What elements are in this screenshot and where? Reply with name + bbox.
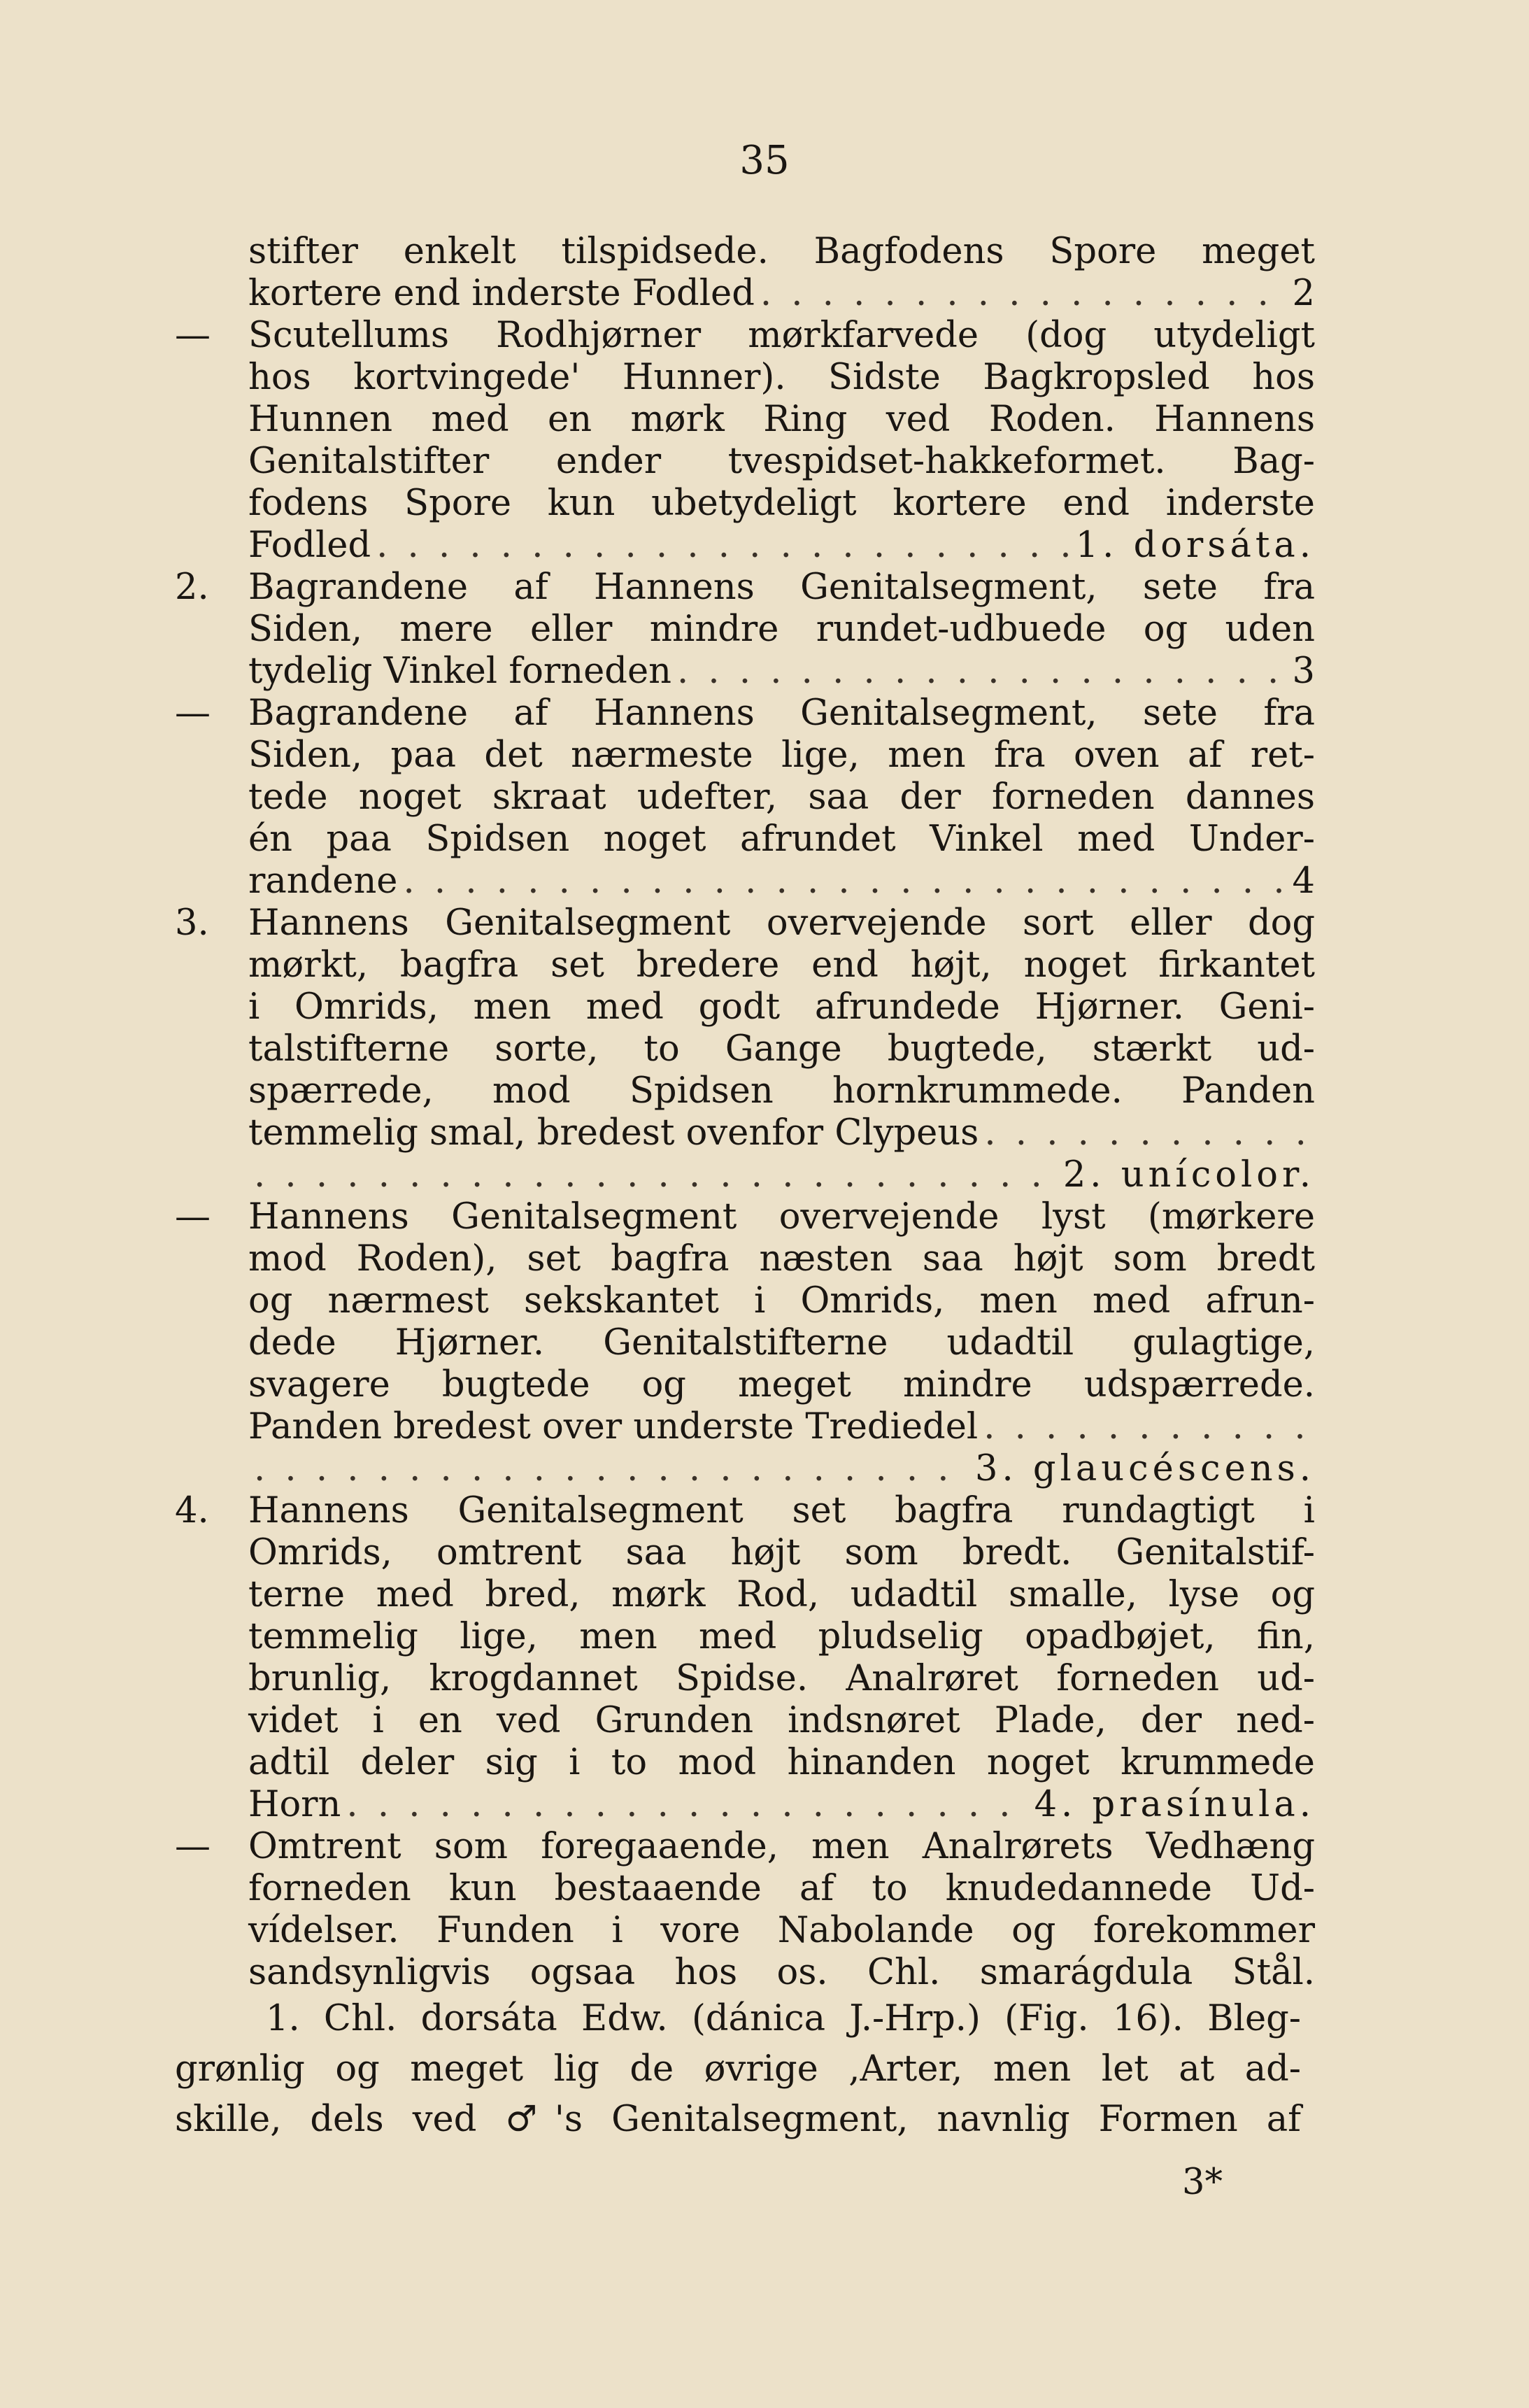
text-line: Bagrandene af Hannens Genitalsegment, sete fra (248, 567, 1315, 608)
leader-text: tydelig Vinkel forneden (248, 651, 671, 692)
text-line: brunlig, krogdannet Spidse. Analrøret forneden ud- (248, 1658, 1315, 1699)
leader-target: 4 (1292, 860, 1315, 902)
leader-text: kortere end inderste Fodled (248, 273, 755, 314)
leader-line (248, 273, 1315, 315)
text-line: sandsynligvis ogsaa hos os. Chl. smarágdula Stål. (248, 1952, 1315, 1993)
text-line: terne med bred, mørk Rod, udadtil smalle, lyse og (248, 1574, 1315, 1615)
text-line: vídelser. Funden i vore Nabolande og forekommer (248, 1910, 1315, 1951)
key-entry-text (248, 567, 1315, 693)
text-line: Siden, paa det nærmeste lige, men fra oven af ret- (248, 735, 1315, 776)
key-entry (175, 1826, 1315, 1994)
text-line: forneden kun bestaaende af to knudedannede Ud- (248, 1868, 1315, 1909)
key-entry (175, 693, 1315, 902)
key-entry-label: 3. (175, 902, 209, 944)
key-entry (175, 1490, 1315, 1826)
text-line: Hannens Genitalsegment overvejende lyst (mørkere (248, 1196, 1315, 1238)
leader-line (248, 1448, 1315, 1490)
text-line: Hannens Genitalsegment set bagfra rundagtigt i (248, 1490, 1315, 1531)
text-line: tede noget skraat udefter, saa der forneden dannes (248, 777, 1315, 818)
leader-line (248, 525, 1315, 567)
identification-key (175, 231, 1315, 1994)
key-entry-label: — (175, 1826, 211, 1867)
text-line: Hunnen med en mørk Ring ved Roden. Hannens (248, 399, 1315, 440)
leader-dots (677, 651, 1287, 693)
leader-dots (254, 1154, 1058, 1196)
text-line: stifter enkelt tilspidsede. Bagfodens Spore meget (248, 231, 1315, 272)
key-entry-label: — (175, 1196, 211, 1238)
key-entry-text (248, 1826, 1315, 1994)
text-line: talstifterne sorte, to Gange bugtede, stærkt ud- (248, 1028, 1315, 1070)
key-entry (175, 902, 1315, 1196)
key-entry-text (248, 231, 1315, 315)
key-entry-label: — (175, 315, 211, 356)
leader-dots (254, 1448, 969, 1490)
text-line: fodens Spore kun ubetydeligt kortere end inderste (248, 483, 1315, 524)
text-line: videt i en ved Grunden indsnøret Plade, der ned- (248, 1700, 1315, 1741)
text-line: mørkt, bagfra set bredere end højt, noget firkantet (248, 944, 1315, 986)
leader-dots (404, 860, 1287, 902)
text-line: Genitalstifter ender tvespidset-hakkeformet. Bag- (248, 441, 1315, 482)
text-line: svagere bugtede og meget mindre udspærrede. (248, 1364, 1315, 1405)
leader-target: 2 (1292, 273, 1315, 314)
key-entry-text (248, 315, 1315, 567)
text-line: temmelig lige, men med pludselig opadbøjet, fin, (248, 1616, 1315, 1657)
paragraph-line: 1. Chl. dorsáta Edw. (dánica J.-Hrp.) (Fig. 16). Bleg- (266, 1998, 1301, 2039)
text-line: Siden, mere eller mindre rundet-udbuede og uden (248, 609, 1315, 650)
leader-line (248, 860, 1315, 902)
text-line: Omrids, omtrent saa højt som bredt. Genitalstif- (248, 1532, 1315, 1573)
leader-target: 3. glaucéscens. (975, 1448, 1315, 1489)
paragraph-line: skille, dels ved ♂'s Genitalsegment, navnlig Formen af (175, 2099, 1301, 2140)
text-line: Omtrent som foregaaende, men Analrørets Vedhæng (248, 1826, 1315, 1867)
leader-line (248, 1154, 1315, 1196)
leader-text: Fodled (248, 525, 371, 566)
text-line: én paa Spidsen noget afrundet Vinkel med Under- (248, 819, 1315, 860)
key-entry-text (248, 902, 1315, 1196)
key-entry-text (248, 1196, 1315, 1490)
leader-line (248, 1784, 1315, 1826)
text-line: i Omrids, men med godt afrundede Hjørner. Geni- (248, 986, 1315, 1028)
page-number: 35 (739, 138, 790, 183)
key-entry-label: 4. (175, 1490, 209, 1531)
signature-mark: 3* (1182, 2162, 1223, 2203)
text-line: adtil deler sig i to mod hinanden noget krummede (248, 1742, 1315, 1783)
text-line: Bagrandene af Hannens Genitalsegment, sete fra (248, 693, 1315, 734)
key-entry-label: 2. (175, 567, 209, 608)
text-line: og nærmest sekskantet i Omrids, men med afrun- (248, 1280, 1315, 1322)
leader-text: temmelig smal, bredest ovenfor Clypeus (248, 1112, 979, 1154)
leader-line (248, 651, 1315, 693)
leader-text: randene (248, 860, 398, 902)
leader-target: 3 (1292, 651, 1315, 692)
leader-dots (760, 273, 1287, 315)
key-entry (175, 567, 1315, 693)
leader-line (248, 1112, 1315, 1154)
key-entry (175, 315, 1315, 567)
text-line: dede Hjørner. Genitalstifterne udadtil gulagtige, (248, 1322, 1315, 1364)
leader-text: Horn (248, 1784, 341, 1825)
leader-line (248, 1406, 1315, 1448)
text-line: hos kortvingede' Hunner). Sidste Bagkropsled hos (248, 357, 1315, 398)
key-entry-label: — (175, 693, 211, 734)
key-entry-text (248, 693, 1315, 902)
text-line: spærrede, mod Spidsen hornkrummede. Panden (248, 1070, 1315, 1112)
leader-target: 4. prasínula. (1034, 1784, 1315, 1825)
leader-dots (376, 525, 1070, 567)
leader-dots (346, 1784, 1028, 1826)
leader-text: Panden bredest over underste Trediedel (248, 1406, 979, 1447)
leader-dots (984, 1112, 1309, 1154)
key-entry (175, 231, 1315, 315)
leader-dots (983, 1406, 1309, 1448)
species-description (175, 1994, 1301, 2145)
leader-target: 2. unícolor. (1062, 1154, 1315, 1196)
key-entry (175, 1196, 1315, 1490)
text-line: Hannens Genitalsegment overvejende sort eller dog (248, 902, 1315, 944)
text-line: mod Roden), set bagfra næsten saa højt som bredt (248, 1238, 1315, 1280)
key-entry-text (248, 1490, 1315, 1826)
paragraph-line: grønlig og meget lig de øvrige ,Arter, men let at ad- (175, 2048, 1301, 2090)
text-line: Scutellums Rodhjørner mørkfarvede (dog utydeligt (248, 315, 1315, 356)
leader-target: 1. dorsáta. (1075, 525, 1315, 566)
